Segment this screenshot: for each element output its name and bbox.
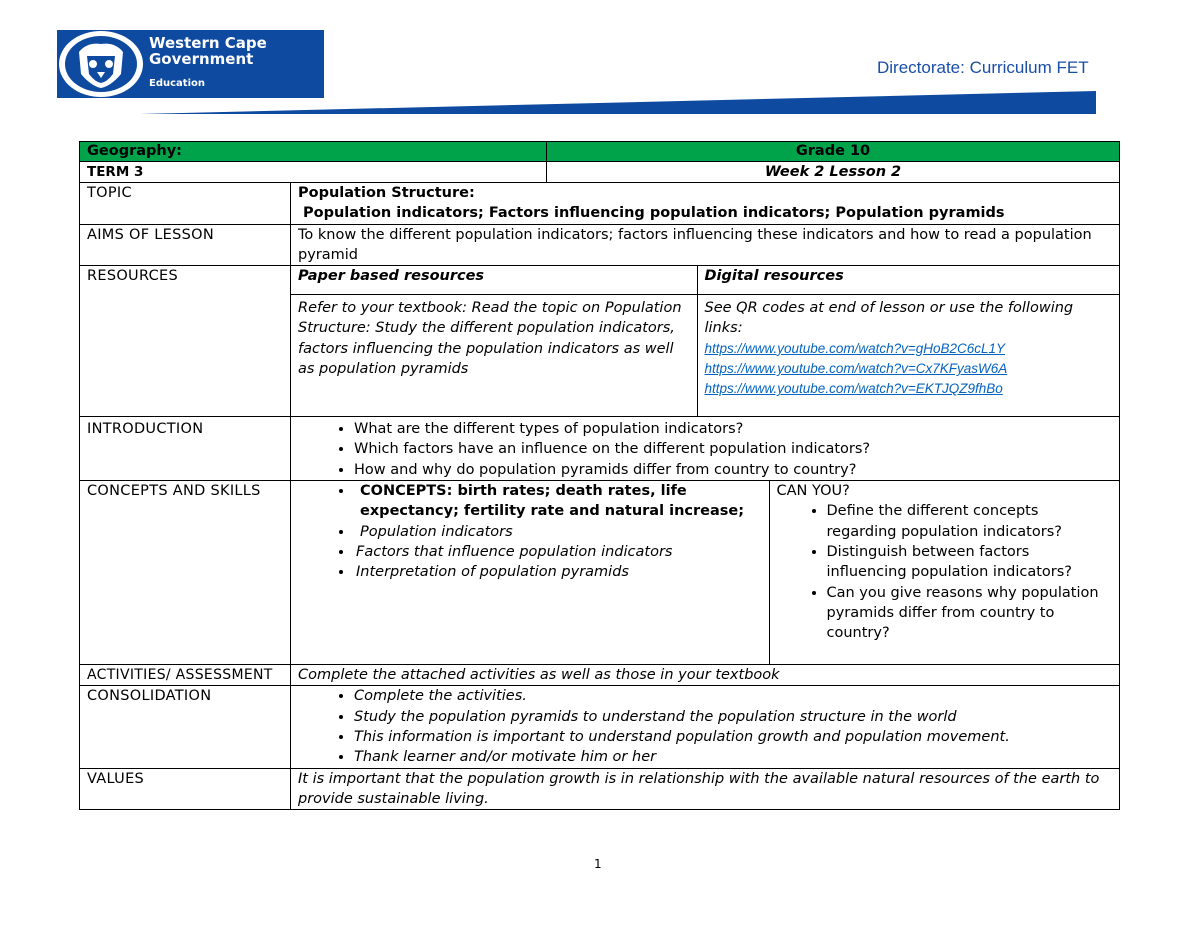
digital-resources-cell (697, 295, 1119, 417)
resources-label: RESOURCES (80, 266, 291, 417)
introduction-row (80, 417, 1120, 481)
topic-content (291, 183, 1120, 225)
grade-cell: Grade 10 (547, 142, 1120, 162)
concepts-list (298, 481, 762, 582)
digital-resources-text: See QR codes at end of lesson or use the following links: (704, 300, 1074, 337)
resources-row (80, 266, 1120, 417)
subject-row (80, 142, 1120, 162)
list-item: • Which factors have an influence on the different population indicators? (354, 439, 1112, 459)
list-item: • CONCEPTS: birth rates; death rates, life expectancy; fertility rate and natural increase; (354, 481, 762, 522)
list-item: • Thank learner and/or motivate him or her (354, 747, 1112, 767)
youtube-link-1[interactable]: https://www.youtube.com/watch?v=gHoB2C6cL1Y (704, 340, 1006, 356)
resources-grid (291, 266, 1119, 416)
list-item: • Can you give reasons why population pyramids differ from country to country? (827, 583, 1113, 644)
org-line-2: Government (149, 50, 254, 68)
page-number: 1 (594, 857, 602, 871)
list-item: • Distinguish between factors influencing population indicators? (827, 542, 1113, 583)
week-cell: Week 2 Lesson 2 (547, 162, 1120, 183)
consolidation-row (80, 686, 1120, 768)
list-item: • Complete the activities. (354, 686, 1112, 706)
introduction-content (291, 417, 1120, 481)
paper-resources-heading: Paper based resources (291, 266, 697, 295)
can-you-cell (769, 481, 1119, 664)
list-item: • Study the population pyramids to understand the population structure in the world (354, 707, 1112, 727)
header-swoosh-bar (140, 90, 1100, 118)
topic-subtitle: Population indicators; Factors influencing population indicators; Population pyramids (303, 205, 1005, 222)
activities-text: Complete the attached activities as well as those in your textbook (291, 665, 1120, 686)
values-row (80, 768, 1120, 810)
aims-row (80, 224, 1120, 266)
lesson-plan-table (79, 141, 1120, 810)
youtube-link-3[interactable]: https://www.youtube.com/watch?v=EKTJQZ9fhBo (704, 381, 1003, 397)
concepts-label: CONCEPTS AND SKILLS (80, 481, 291, 665)
directorate-title: Directorate: Curriculum FET (877, 58, 1089, 77)
subject-cell: Geography: (80, 142, 547, 162)
can-you-list (777, 501, 1113, 643)
introduction-label: INTRODUCTION (80, 417, 291, 481)
topic-row (80, 183, 1120, 225)
list-item: • Define the different concepts regarding population indicators? (827, 501, 1113, 542)
concepts-list-cell (291, 481, 769, 664)
paper-resources-text: Refer to your textbook: Read the topic on Population Structure: Study the different population indicators, factors influencing the population indicators as well as population pyramids (291, 295, 697, 417)
org-line-1: Western Cape (149, 34, 267, 52)
aims-text: To know the different population indicators; factors influencing these indicators and how to read a population pyramid (291, 224, 1120, 266)
list-item: • What are the different types of population indicators? (354, 419, 1112, 439)
wcg-logo (57, 30, 324, 98)
concepts-grid (291, 481, 1119, 664)
values-label: VALUES (80, 768, 291, 810)
activities-label: ACTIVITIES/ ASSESSMENT (80, 665, 291, 686)
topic-label: TOPIC (80, 183, 291, 225)
values-text: It is important that the population growth is in relationship with the available natural resources of the earth to provide sustainable living. (291, 768, 1120, 810)
consolidation-label: CONSOLIDATION (80, 686, 291, 768)
term-row (80, 162, 1120, 183)
term-cell: TERM 3 (80, 162, 547, 183)
digital-resources-heading: Digital resources (697, 266, 1119, 295)
list-item: • Population indicators (354, 522, 762, 542)
introduction-list (298, 419, 1112, 480)
can-you-heading: CAN YOU? (776, 483, 850, 500)
resources-content (291, 266, 1120, 417)
consolidation-content (291, 686, 1120, 768)
activities-row (80, 665, 1120, 686)
org-line-3: Education (149, 78, 205, 89)
consolidation-list (298, 686, 1112, 767)
youtube-link-2[interactable]: https://www.youtube.com/watch?v=Cx7KFyasW6A (704, 361, 1008, 377)
concepts-row (80, 481, 1120, 665)
concepts-content (291, 481, 1120, 665)
aims-label: AIMS OF LESSON (80, 224, 291, 266)
list-item: • Interpretation of population pyramids (354, 562, 762, 582)
topic-title: Population Structure: (298, 185, 475, 201)
list-item: • This information is important to understand population growth and population movement. (354, 727, 1112, 747)
list-item: • Factors that influence population indicators (354, 542, 762, 562)
coat-of-arms-icon (57, 30, 145, 98)
list-item: • How and why do population pyramids differ from country to country? (354, 460, 1112, 480)
